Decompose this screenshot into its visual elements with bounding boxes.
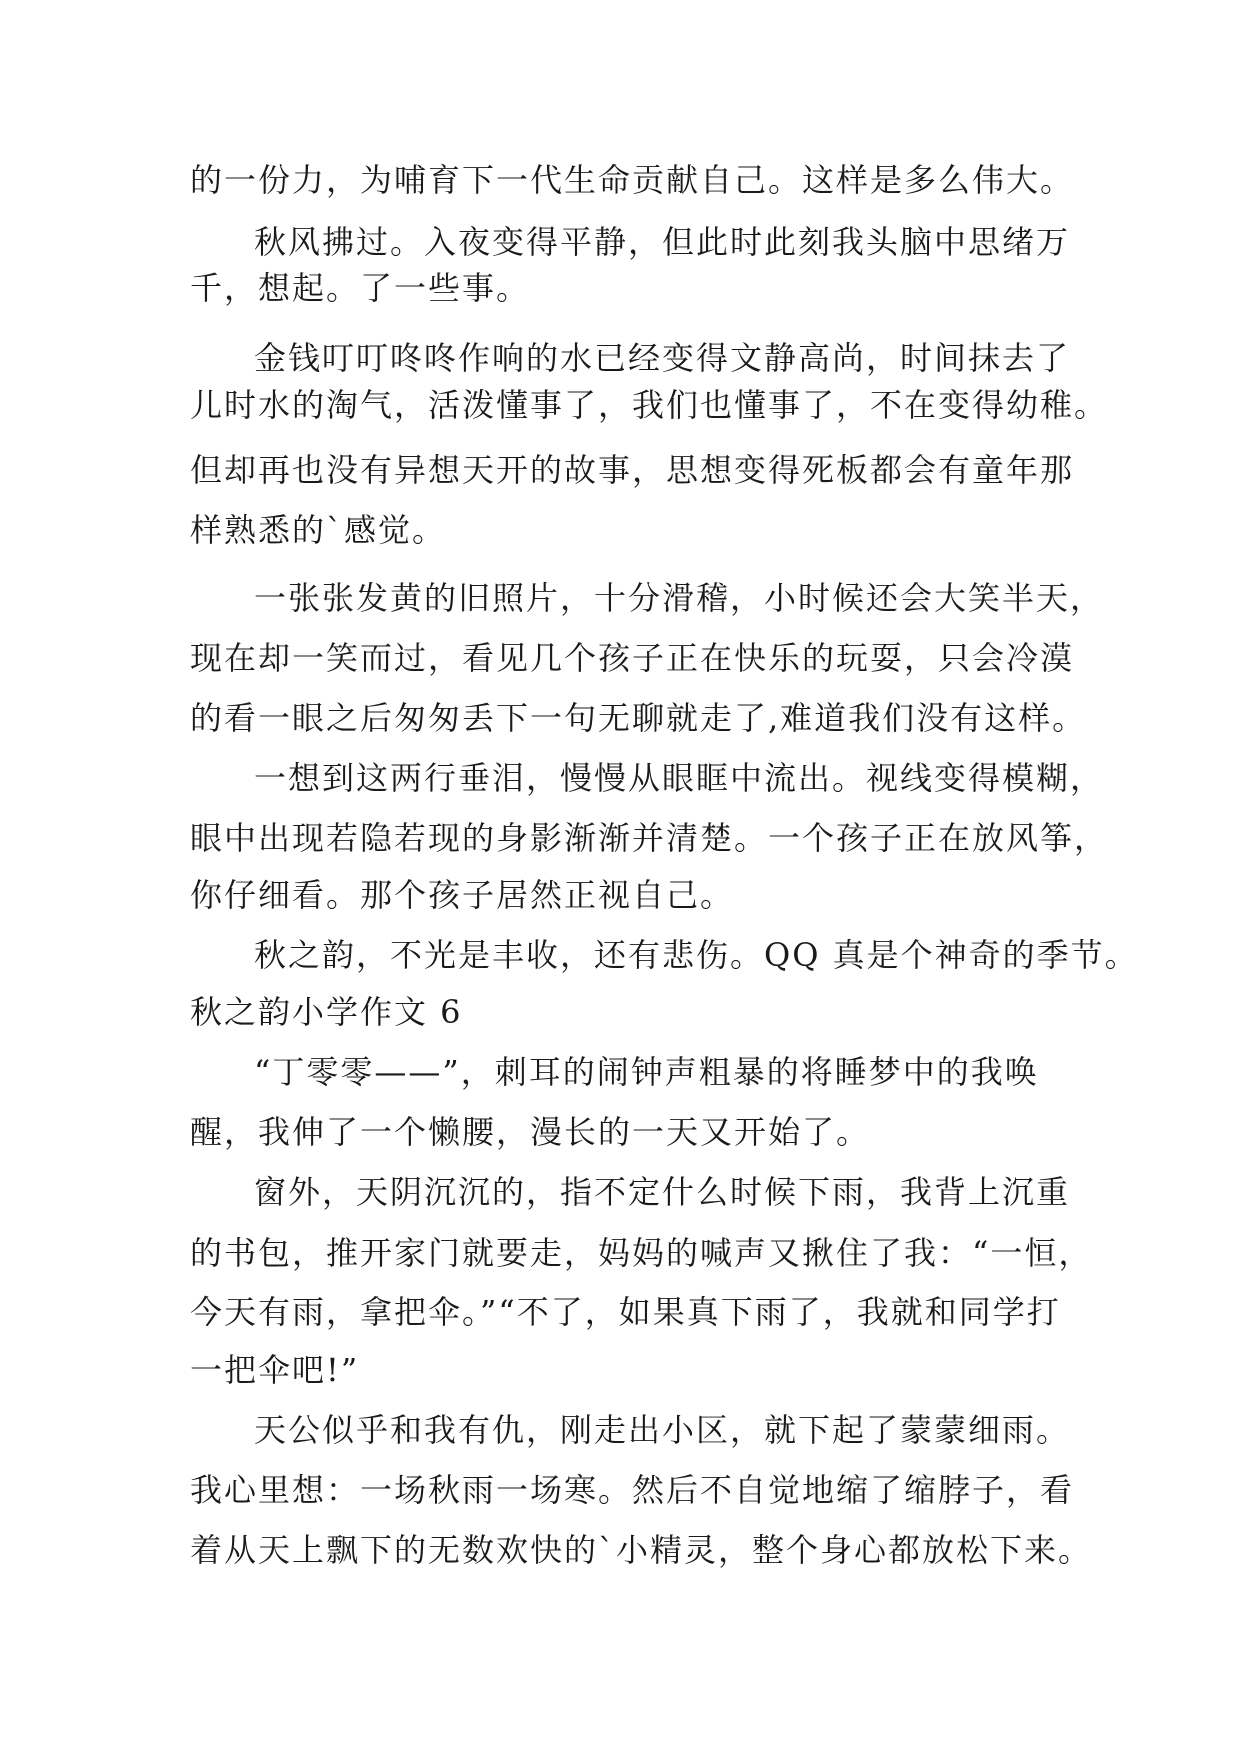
text-line: 的看一眼之后匆匆丢下一句无聊就走了,难道我们没有这样。	[190, 699, 1087, 737]
text-line: 我心里想：一场秋雨一场寒。然后不自觉地缩了缩脖子，看	[190, 1471, 1075, 1509]
text-line: 今天有雨，拿把伞。”“不了，如果真下雨了，我就和同学打	[190, 1293, 1061, 1331]
paragraph-first-line: 一张张发黄的旧照片，十分滑稽，小时候还会大笑半天，	[254, 579, 1105, 617]
text-line: 一把伞吧!”	[190, 1351, 360, 1389]
text-line: 醒，我伸了一个懒腰，漫长的一天又开始了。	[190, 1113, 871, 1151]
paragraph-first-line: “丁零零——”，刺耳的闹钟声粗暴的将睡梦中的我唤	[254, 1053, 1039, 1091]
text-line: 千，想起。了一些事。	[190, 269, 531, 307]
text-line: 的书包，推开家门就要走，妈妈的喊声又揪住了我：“一恒，	[190, 1234, 1093, 1272]
text-line: 但却再也没有异想天开的故事，思想变得死板都会有童年那	[190, 451, 1075, 489]
text-line: 样熟悉的`感觉。	[190, 511, 447, 549]
paragraph-first-line: 一想到这两行垂泪，慢慢从眼眶中流出。视线变得模糊，	[254, 759, 1105, 797]
paragraph-first-line: 秋风拂过。入夜变得平静，但此时此刻我头脑中思绪万	[254, 223, 1071, 261]
section-heading: 秋之韵小学作文 6	[190, 993, 463, 1031]
paragraph-first-line: 窗外，天阴沉沉的，指不定什么时候下雨，我背上沉重	[254, 1173, 1071, 1211]
paragraph-first-line: 天公似乎和我有仇，刚走出小区，就下起了蒙蒙细雨。	[254, 1411, 1071, 1449]
text-line: 的一份力，为哺育下一代生命贡献自己。这样是多么伟大。	[190, 161, 1075, 199]
text-line: 眼中出现若隐若现的身影渐渐并清楚。一个孩子正在放风筝，	[190, 819, 1109, 857]
paragraph-first-line: 金钱叮叮咚咚作响的水已经变得文静高尚，时间抹去了	[254, 339, 1071, 377]
text-line: 儿时水的淘气，活泼懂事了，我们也懂事了，不在变得幼稚。	[190, 386, 1109, 424]
text-line: 着从天上飘下的无数欢快的`小精灵，整个身心都放松下来。	[190, 1531, 1093, 1569]
text-line: 现在却一笑而过，看见几个孩子正在快乐的玩耍，只会冷漠	[190, 639, 1075, 677]
text-line: 你仔细看。那个孩子居然正视自己。	[190, 876, 735, 914]
paragraph-first-line: 秋之韵，不光是丰收，还有悲伤。QQ 真是个神奇的季节。	[254, 936, 1139, 974]
